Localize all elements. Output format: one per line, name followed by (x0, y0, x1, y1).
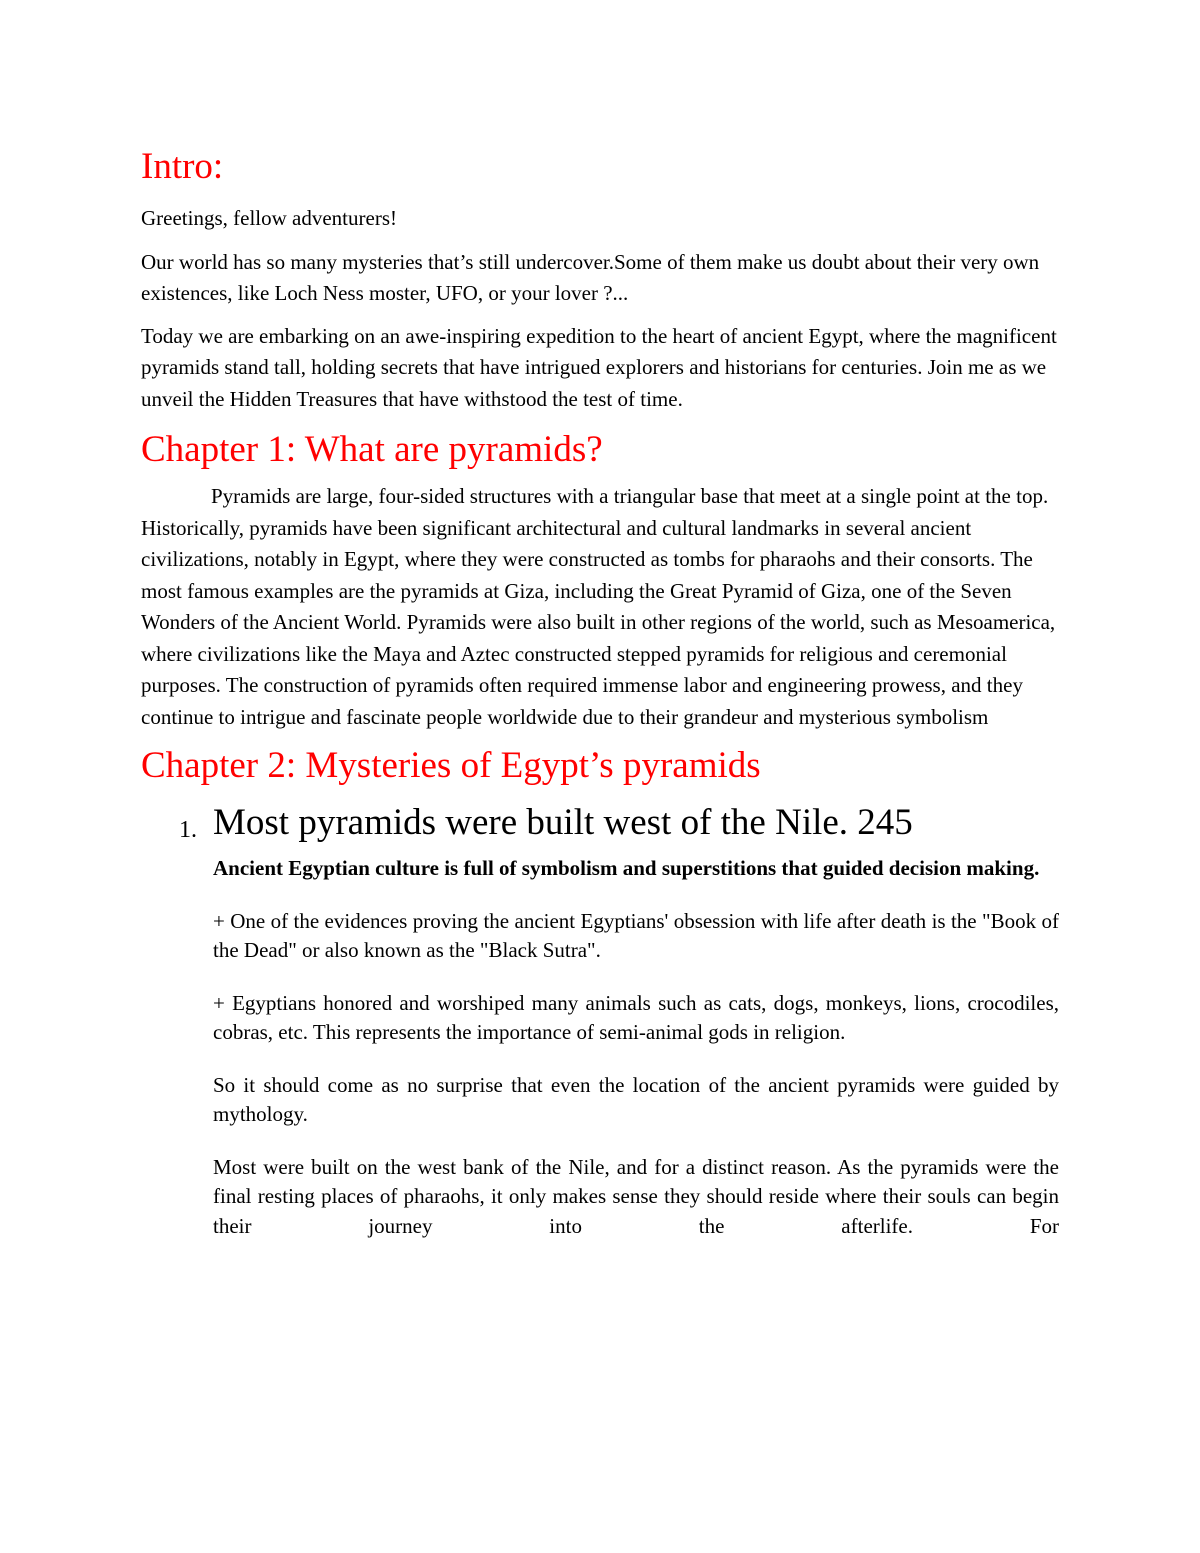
greeting-text: Greetings, fellow adventurers! (141, 206, 397, 230)
intro-paragraph-1: Our world has so many mysteries that’s still undercover.Some of them make us doubt about their very own existences, like Loch Ness moster, UFO, or your lover ?... (141, 249, 1040, 305)
west-bank-paragraph: Most were built on the west bank of the Nile, and for a distinct reason. As the pyramids were the final resting places of pharaohs, it only makes sense they should reside where their souls can begin their journey into the afterlife. For (213, 1154, 1059, 1238)
chapter-2-heading: Chapter 2: Mysteries of Egypt’s pyramids (141, 745, 761, 786)
evidence-paragraph-2: + Egyptians honored and worshiped many animals such as cats, dogs, monkeys, lions, crocodiles, cobras, etc. This represents the importance of semi-animal gods in religion. (213, 990, 1059, 1044)
document-body (141, 140, 1066, 1241)
list-item-number: 1. (179, 817, 197, 843)
bold-intro-paragraph: Ancient Egyptian culture is full of symbolism and superstitions that guided decision making. (213, 856, 1040, 880)
list-item-content (213, 854, 1059, 1241)
chapter-1-paragraph: Pyramids are large, four-sided structures with a triangular base that meet at a single point at the top. Historically, pyramids have been significant architectural and cultural landmarks in several ancient civilizations, notably in Egypt, where they were constructed as tombs for pharaohs and their consorts. The most famous examples are the pyramids at Giza, including the Great Pyramid of Giza, one of the Seven Wonders of the Ancient World. Pyramids were also built in other regions of the world, such as Mesoamerica, where civilizations like the Maya and Aztec constructed stepped pyramids for religious and ceremonial purposes. The construction of pyramids often required immense labor and engineering prowess, and they continue to intrigue and fascinate people worldwide due to their grandeur and mysterious symbolism (141, 484, 1056, 729)
mythology-paragraph: So it should come as no surprise that even the location of the ancient pyramids were guided by mythology. (213, 1072, 1059, 1126)
list-item (141, 801, 1066, 1241)
intro-paragraph-2: Today we are embarking on an awe-inspiring expedition to the heart of ancient Egypt, where the magnificent pyramids stand tall, holding secrets that have intrigued explorers and historians for centuries. Join me as we unveil the Hidden Treasures that have withstood the test of time. (141, 323, 1057, 411)
evidence-paragraph-1: + One of the evidences proving the ancient Egyptians' obsession with life after death is the "Book of the Dead" or also known as the "Black Sutra". (213, 908, 1059, 962)
intro-heading: Intro: (141, 146, 224, 187)
chapter-1-heading: Chapter 1: What are pyramids? (141, 429, 603, 470)
list-item-heading: Most pyramids were built west of the Nile. 245 (213, 802, 913, 843)
